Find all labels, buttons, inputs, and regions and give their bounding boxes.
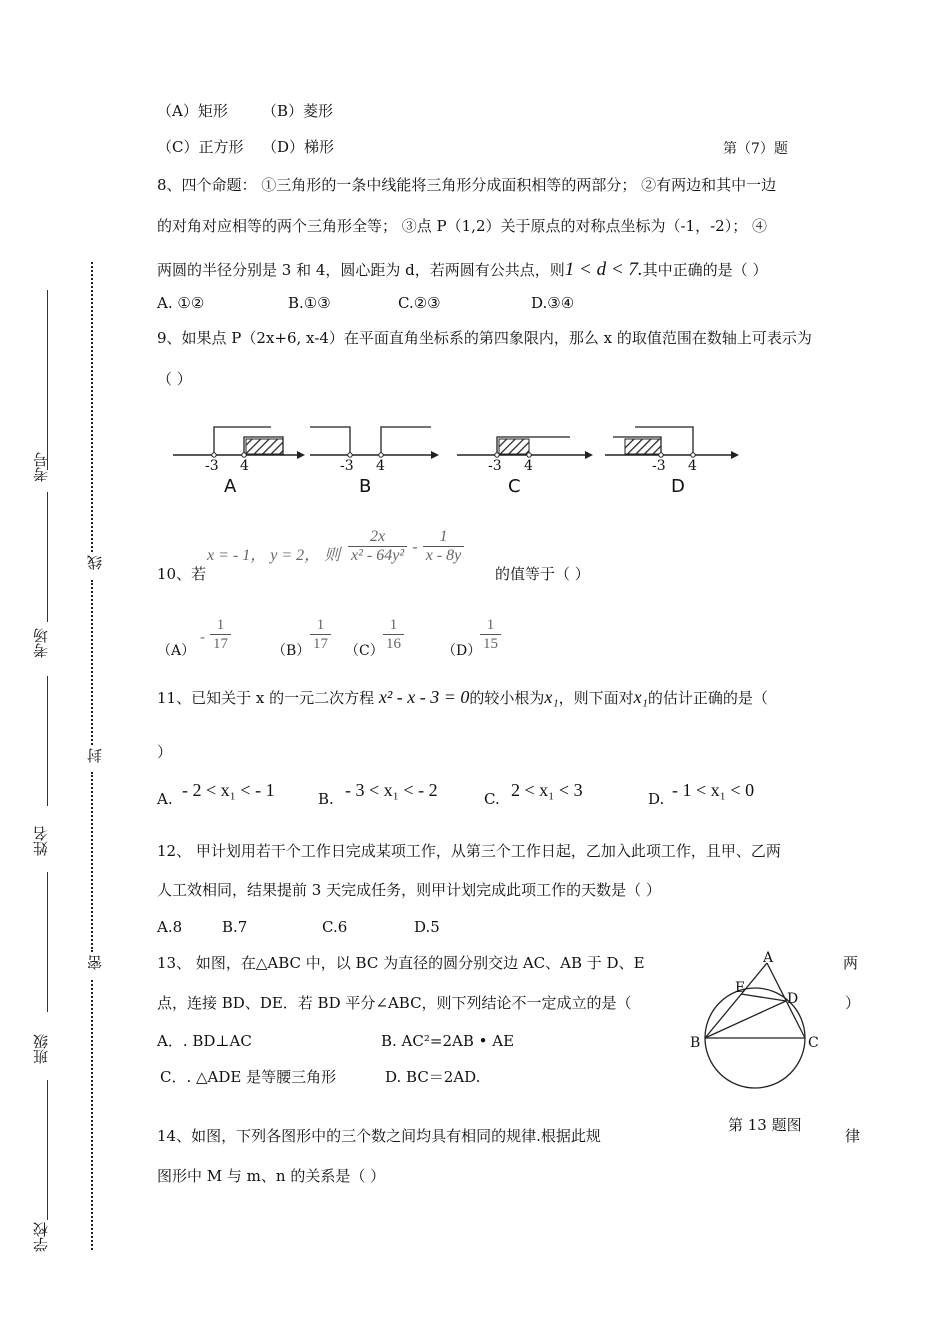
q7-option-b: （B）菱形 [262, 102, 334, 120]
binding-line-5 [47, 1080, 48, 1220]
binding-line-4 [47, 872, 48, 1012]
q9-line-2: （ ） [157, 370, 192, 388]
q8-option-b: B.①③ [288, 294, 331, 312]
binding-label-xuexiao: 学校 [32, 1222, 50, 1252]
q10-opt-c-num: 1 [383, 616, 404, 635]
q10-option-a-value [210, 616, 231, 653]
q11-line-2: ） [157, 743, 173, 761]
q8-option-d: D.③④ [531, 294, 575, 312]
q10-opt-c-den: 16 [386, 636, 401, 652]
nl-b-label: B [359, 476, 372, 497]
seal-mark-feng: 封 [86, 748, 104, 763]
nl-a-tick-4: 4 [240, 458, 249, 474]
q13-fig-label-c: C [808, 1035, 819, 1051]
q14-line-1-end: 律 [845, 1127, 861, 1145]
q13-line-2-end: ） [845, 994, 861, 1012]
q7-option-a: （A）矩形 [157, 102, 228, 120]
seal-dotted-line-2 [91, 580, 93, 745]
nl-c-tick-neg3: -3 [488, 458, 502, 474]
q13-figure-caption: 第 13 题图 [728, 1116, 802, 1134]
q13-line-1: 13、 如图，在△ABC 中，以 BC 为直径的圆分别交边 AC、AB 于 D、E [157, 954, 645, 972]
q8-line-1: 8、四个命题： ①三角形的一条中线能将三角形分成面积相等的两部分； ②有两边和其中一边 [157, 176, 777, 194]
q11-pre: 11、已知关于 x 的一元二次方程 [157, 689, 375, 707]
q11-option-d-label: D. [648, 790, 665, 808]
q12-option-a: A.8 [157, 918, 183, 936]
number-line-a [173, 427, 305, 459]
q11-option-c-label: C. [484, 790, 500, 808]
q11-line-1 [157, 687, 768, 707]
number-line-c [457, 427, 593, 459]
q12-option-b: B.7 [222, 918, 248, 936]
number-line-d [605, 427, 739, 459]
q10-option-c-value [383, 616, 404, 653]
q11-post: 的估计正确的是（ [647, 689, 768, 707]
binding-label-kaochang: 考场 [32, 628, 50, 658]
q10-opt-d-num: 1 [480, 616, 501, 635]
q11-option-d-expr: - 1 < x₁ < 0 [672, 780, 755, 800]
q10-fraction-2 [423, 528, 465, 565]
q10-option-b-label: （B） [272, 643, 311, 659]
q8-line-2: 的对角对应相等的两个三角形全等； ③点 P（1,2）关于原点的对称点坐标为（-1，-2）； ④ [157, 217, 767, 235]
q7-figure-caption: 第（7）题 [723, 141, 788, 157]
q8-line-3-post: 其中正确的是（ ） [642, 261, 768, 279]
q11-mid2: ，则下面对 [558, 689, 634, 707]
nl-d-tick-neg3: -3 [652, 458, 666, 474]
q10-option-a-sign: - [200, 628, 206, 646]
q11-option-b-expr: - 3 < x₁ < - 2 [345, 780, 438, 800]
q13-option-c: C．. △ADE 是等腰三角形 [160, 1068, 337, 1086]
q10-option-b-value [310, 616, 331, 653]
nl-d-label: D [671, 476, 685, 497]
nl-c-label: C [508, 476, 521, 497]
number-line-b [310, 427, 439, 459]
q13-fig-label-d: D [787, 991, 799, 1007]
q10-option-c-label: （C） [345, 643, 384, 659]
q13-option-b: B. AC²=2AB • AE [381, 1032, 515, 1050]
q10-option-d-label: （D） [442, 643, 482, 659]
q8-option-a: A. ①② [157, 294, 205, 312]
nl-a-tick-neg3: -3 [205, 458, 219, 474]
q13-fig-label-b: B [690, 1035, 701, 1051]
q10-opt-b-num: 1 [310, 616, 331, 635]
q14-line-1: 14、如图，下列各图形中的三个数之间均具有相同的规律.根据此规 [157, 1127, 601, 1145]
q10-label: 10、若 [157, 565, 207, 583]
nl-b-tick-neg3: -3 [340, 458, 354, 474]
q8-inequality: 1 < d < 7. [564, 259, 643, 280]
q12-line-1: 12、 甲计划用若干个工作日完成某项工作，从第三个工作日起，乙加入此项工作，且甲、乙两 [157, 842, 781, 860]
seal-mark-mi: 密 [86, 955, 104, 970]
nl-c-tick-4: 4 [524, 458, 533, 474]
binding-line-1 [47, 290, 48, 470]
q11-option-a-expr: - 2 < x₁ < - 1 [182, 780, 275, 800]
q7-option-c: （C）正方形 [157, 138, 244, 156]
q13-option-d: D. BC＝2AD. [385, 1068, 481, 1086]
seal-dotted-line-4 [91, 980, 93, 1250]
q12-option-d: D.5 [414, 918, 440, 936]
q11-mid: 的较小根为 [469, 689, 545, 707]
q13-circle-figure [690, 945, 840, 1095]
seal-dotted-line-3 [91, 772, 93, 952]
q11-equation: x² - x - 3 = 0 [378, 687, 470, 707]
q10-minus: - [412, 537, 418, 556]
q12-line-2: 人工效相同，结果提前 3 天完成任务，则甲计划完成此项工作的天数是（ ） [157, 881, 661, 899]
q13-fig-label-e: E [735, 980, 746, 996]
q10-opt-b-den: 17 [313, 636, 328, 652]
q10-frac1-numerator: 2x [348, 528, 407, 547]
q12-option-c: C.6 [322, 918, 348, 936]
seal-mark-xian: 线 [86, 555, 104, 570]
nl-b-tick-4: 4 [376, 458, 385, 474]
q10-frac2-numerator: 1 [423, 528, 465, 547]
q11-option-c-expr: 2 < x₁ < 3 [511, 780, 583, 800]
q7-option-d: （D）梯形 [262, 138, 335, 156]
q8-option-c: C.②③ [398, 294, 441, 312]
binding-line-2 [47, 492, 48, 622]
q13-option-a: A．. BD⊥AC [157, 1032, 252, 1050]
q13-fig-label-a: A [763, 950, 774, 966]
q13-line-1-end: 两 [843, 954, 859, 972]
q13-line-2: 点，连接 BD、DE．若 BD 平分∠ABC，则下列结论不一定成立的是（ [157, 994, 632, 1012]
q9-line-1: 9、如果点 P（2x+6, x-4）在平面直角坐标系的第四象限内，那么 x 的取值范围在数轴上可表示为 [157, 329, 812, 347]
q11-root-2: x₁ [633, 687, 648, 707]
q10-frac1-denominator: x² - 64y² [351, 547, 405, 564]
q11-option-b-label: B. [318, 790, 334, 808]
q14-line-2: 图形中 M 与 m、n 的关系是（ ） [157, 1167, 386, 1185]
q10-condition: x = - 1， y = 2， 则 [207, 547, 341, 564]
q10-opt-d-den: 15 [483, 636, 498, 652]
nl-a-label: A [224, 476, 237, 497]
q10-option-a-label: （A） [157, 643, 196, 659]
q10-opt-a-den: 17 [213, 636, 228, 652]
q10-fraction-1 [348, 528, 407, 565]
q11-root: x₁ [544, 687, 559, 707]
binding-label-banji: 班级 [32, 1034, 50, 1064]
binding-label-kaohao: 考号 [32, 452, 50, 482]
binding-label-xingming: 姓名 [32, 826, 50, 856]
seal-dotted-line-1 [91, 262, 93, 552]
q8-line-3-text: 两圆的半径分别是 3 和 4，圆心距为 d，若两圆有公共点，则 [157, 261, 565, 279]
nl-d-tick-4: 4 [688, 458, 697, 474]
binding-line-3 [47, 676, 48, 806]
q11-option-a-label: A. [157, 790, 173, 808]
q10-post: 的值等于（ ） [495, 565, 590, 583]
q10-expression [348, 528, 464, 565]
q10-option-d-value [480, 616, 501, 653]
q10-opt-a-num: 1 [210, 616, 231, 635]
q10-frac2-denominator: x - 8y [425, 547, 462, 564]
q8-line-3 [157, 259, 768, 280]
